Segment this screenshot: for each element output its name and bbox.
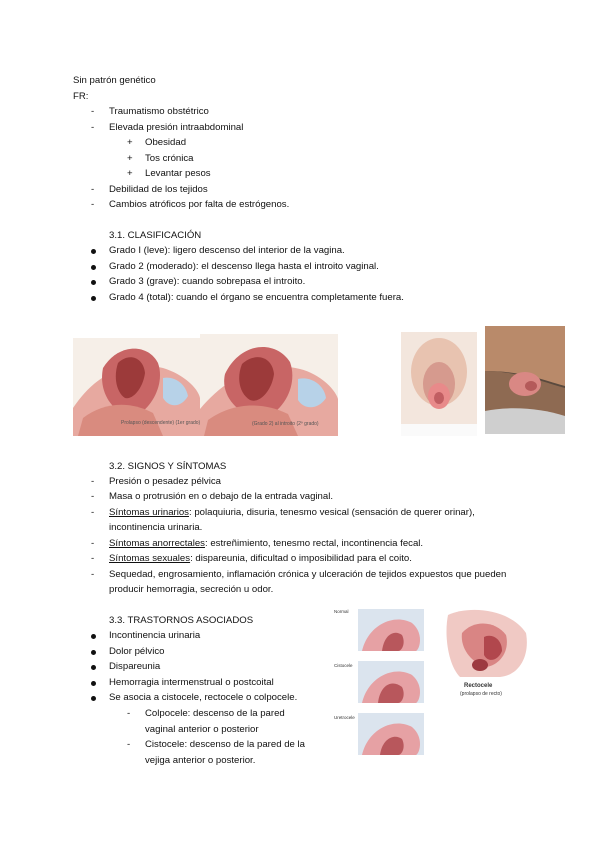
sub-disorder: Colpocele: descenso de la pared [145, 708, 285, 719]
dash-bullet: - [91, 184, 95, 195]
dash-bullet: - [91, 199, 95, 210]
section-heading: 3.3. TRASTORNOS ASOCIADOS [109, 615, 254, 626]
clinical-photo-2 [485, 326, 565, 434]
section-heading: 3.1. CLASIFICACIÓN [109, 230, 202, 241]
sub-disorder: Cistocele: descenso de la pared de la [145, 739, 305, 750]
underlined-term: Síntomas urinarios [109, 507, 189, 518]
diagram-label: (prolapso de recto) [460, 691, 502, 697]
diagram-label: Cistocele [334, 663, 353, 668]
intro-line: Sin patrón genético [73, 75, 156, 86]
dash-bullet: - [91, 507, 95, 518]
dash-bullet: - [127, 739, 131, 750]
symptom-item: Masa o protrusión en o debajo de la entrada vaginal. [109, 491, 334, 502]
sub-item: Tos crónica [145, 153, 194, 164]
grade-item: Grado 3 (grave): cuando sobrepasa el introito. [109, 276, 306, 287]
dash-bullet: - [127, 708, 131, 719]
diagram-label: Uretrocele [334, 715, 355, 720]
grade-item: Grado 4 (total): cuando el órgano se encuentra completamente fuera. [109, 292, 404, 303]
disorder-item: Dispareunia [109, 661, 161, 672]
fr-item: Elevada presión intraabdominal [109, 122, 244, 133]
fr-item: Traumatismo obstétrico [109, 106, 209, 117]
prolapse-illustration-grade1 [73, 338, 200, 436]
figure-caption: Prolapso (descendente) (1er grado) [121, 420, 200, 426]
bullet-dot [91, 249, 96, 254]
dash-bullet: - [91, 569, 95, 580]
plus-bullet: + [127, 137, 133, 148]
diagram-label: Normal [334, 609, 349, 614]
bullet-dot [91, 634, 96, 639]
prolapse-illustration-grade2 [200, 334, 338, 436]
symptom-item [109, 507, 475, 518]
bullet-dot [91, 265, 96, 270]
disorder-item: Hemorragia intermenstrual o postcoital [109, 677, 274, 688]
symptom-continuation: producir hemorragia, secreción u odor. [109, 584, 274, 595]
symptom-item: Presión o pesadez pélvica [109, 476, 221, 487]
dash-bullet: - [91, 553, 95, 564]
dash-bullet: - [91, 538, 95, 549]
grade-item: Grado 2 (moderado): el descenso llega hasta el introito vaginal. [109, 261, 379, 272]
bullet-dot [91, 296, 96, 301]
symptom-text: : estreñimiento, tenesmo rectal, incontinencia fecal. [204, 538, 424, 549]
diagram-label: Rectocele [464, 683, 493, 689]
bullet-dot [91, 280, 96, 285]
symptom-text: : polaquiuria, disuria, tenesmo vesical (sensación de querer orinar), [188, 507, 475, 518]
dash-bullet: - [91, 491, 95, 502]
symptom-text: : dispareunia, dificultad o imposibilidad para el coito. [190, 553, 412, 564]
bullet-dot [91, 665, 96, 670]
symptom-item [109, 538, 423, 549]
symptom-item [109, 553, 412, 564]
underlined-term: Síntomas sexuales [109, 553, 191, 564]
sub-item: Obesidad [145, 137, 187, 148]
grade-item: Grado I (leve): ligero descenso del interior de la vagina. [109, 245, 345, 256]
figure-caption: (Grado 2) al introito (2º grado) [252, 421, 319, 427]
disorder-item: Se asocia a cistocele, rectocele o colpocele. [109, 692, 298, 703]
plus-bullet: + [127, 168, 133, 179]
pelvic-comparison-diagram [332, 605, 432, 757]
clinical-photo-1 [401, 332, 477, 436]
disorder-item: Dolor pélvico [109, 646, 165, 657]
dash-bullet: - [91, 476, 95, 487]
underlined-term: Síntomas anorrectales [109, 538, 205, 549]
section-heading: 3.2. SIGNOS Y SÍNTOMAS [109, 461, 227, 472]
rectocele-diagram [440, 605, 530, 705]
fr-item: Cambios atróficos por falta de estrógenos. [109, 199, 290, 210]
fr-item: Debilidad de los tejidos [109, 184, 208, 195]
dash-bullet: - [91, 122, 95, 133]
disorder-item: Incontinencia urinaria [109, 630, 201, 641]
symptom-item: Sequedad, engrosamiento, inflamación crónica y ulceración de tejidos expuestos que pueden [109, 569, 507, 580]
plus-bullet: + [127, 153, 133, 164]
bullet-dot [91, 681, 96, 686]
fr-label: FR: [73, 91, 89, 102]
symptom-continuation: incontinencia urinaria. [109, 522, 203, 533]
dash-bullet: - [91, 106, 95, 117]
sub-disorder: vaginal anterior o posterior [145, 724, 259, 735]
sub-item: Levantar pesos [145, 168, 211, 179]
bullet-dot [91, 650, 96, 655]
sub-disorder: vejiga anterior o posterior. [145, 755, 256, 766]
bullet-dot [91, 696, 96, 701]
